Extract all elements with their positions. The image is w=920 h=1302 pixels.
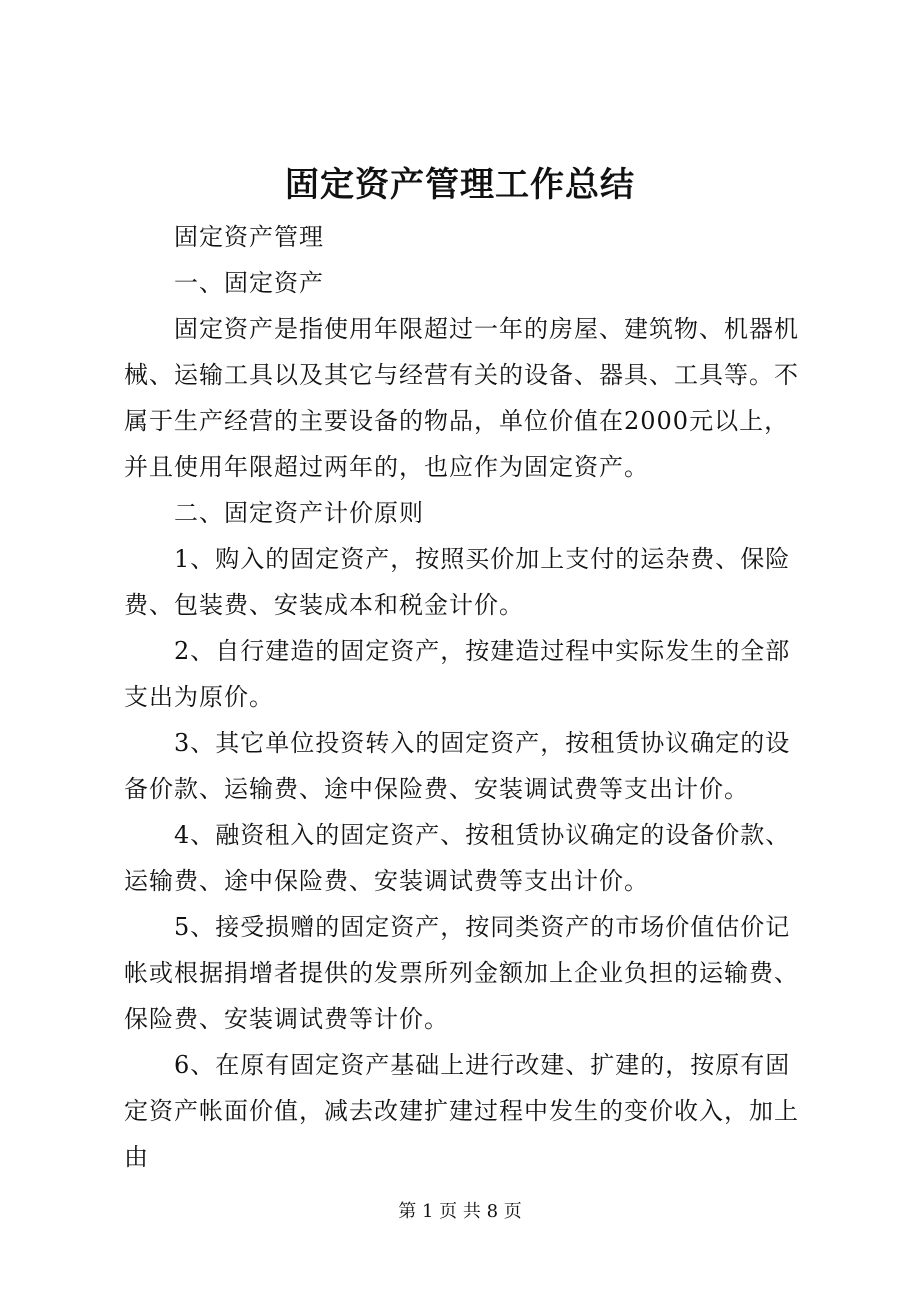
page-footer: 第 1 页 共 8 页 xyxy=(398,1201,522,1222)
document-body xyxy=(124,214,814,1180)
paragraph: 固定资产是指使用年限超过一年的房屋、建筑物、机器机械、运输工具以及其它与经营有关的设备、器具、工具等。不属于生产经营的主要设备的物品，单位价值在2000元以上，并且使用年限超过两年的，也应作为固定资产。 xyxy=(124,315,799,481)
paragraph: 二、固定资产计价原则 xyxy=(174,499,424,527)
paragraph: 2、自行建造的固定资产，按建造过程中实际发生的全部支出为原价。 xyxy=(124,637,791,711)
paragraph: 6、在原有固定资产基础上进行改建、扩建的，按原有固定资产帐面价值，减去改建扩建过程中发生的变价收入，加上由 xyxy=(124,1051,799,1171)
paragraph: 3、其它单位投资转入的固定资产，按租赁协议确定的设备价款、运输费、途中保险费、安装调试费等支出计价。 xyxy=(124,729,791,803)
paragraph: 1、购入的固定资产，按照买价加上支付的运杂费、保险费、包装费、安装成本和税金计价。 xyxy=(124,545,791,619)
document-title: 固定资产管理工作总结 xyxy=(285,165,635,205)
paragraph: 一、固定资产 xyxy=(174,269,324,297)
paragraph: 5、接受损赠的固定资产，按同类资产的市场价值估价记帐或根据捐增者提供的发票所列金额加上企业负担的运输费、保险费、安装调试费等计价。 xyxy=(124,913,799,1033)
paragraph: 固定资产管理 xyxy=(174,223,324,251)
paragraph: 4、融资租入的固定资产、按租赁协议确定的设备价款、运输费、途中保险费、安装调试费等支出计价。 xyxy=(124,821,791,895)
